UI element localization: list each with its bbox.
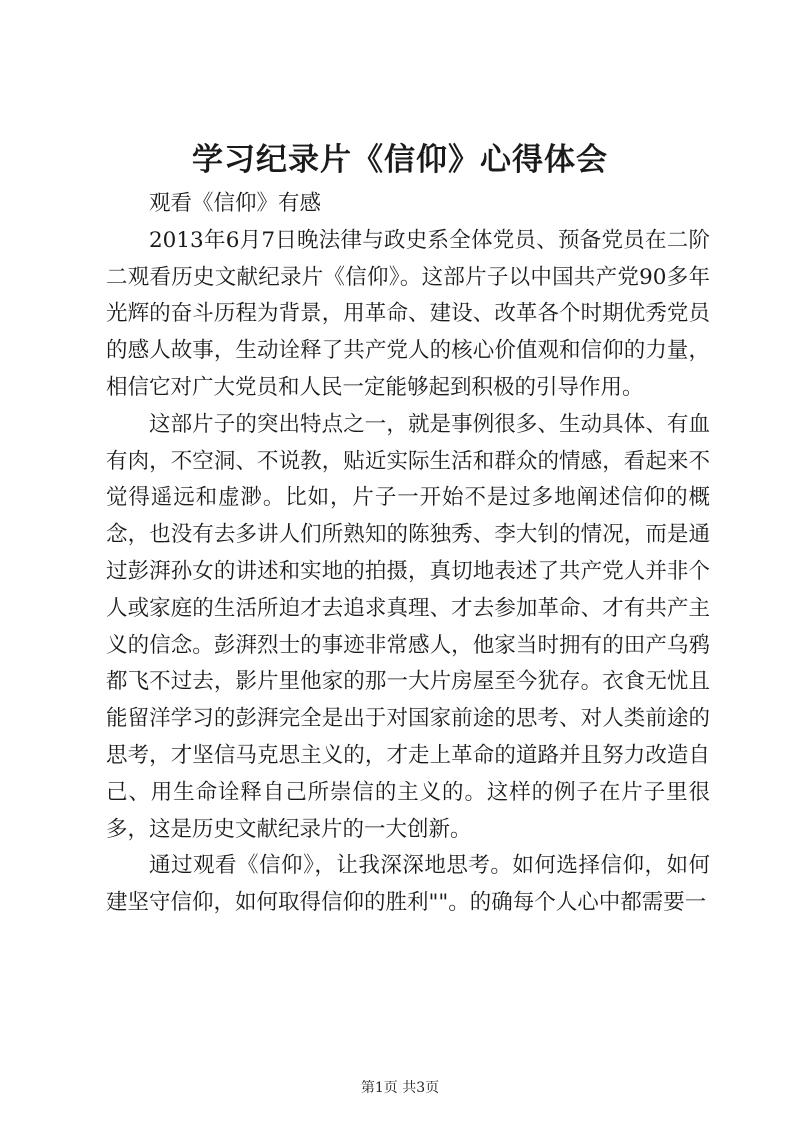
paragraph: 通过观看《信仰》，让我深深地思考。如何选择信仰，如何建坚守信仰，如何取得信仰的胜利""。的确每个人心中都需要一 bbox=[106, 853, 710, 916]
document-body bbox=[106, 186, 710, 922]
paragraph-subtitle: 观看《信仰》有感 bbox=[149, 191, 322, 216]
document-title: 学习纪录片《信仰》心得体会 bbox=[192, 142, 608, 178]
page-footer: 第1页 共3页 bbox=[360, 1080, 440, 1096]
paragraph: 2013年6月7日晚法律与政史系全体党员、预备党员在二阶二观看历史文献纪录片《信仰》。这部片子以中国共产党90多年光辉的奋斗历程为背景，用革命、建设、改革各个时期优秀党员的感人故事，生动诠释了共产党人的核心价值观和信仰的力量，相信它对广大党员和人民一定能够起到积极的引导作用。 bbox=[106, 227, 710, 400]
paragraph: 这部片子的突出特点之一，就是事例很多、生动具体、有血有肉，不空洞、不说教，贴近实际生活和群众的情感，看起来不觉得遥远和虚渺。比如，片子一开始不是过多地阐述信仰的概念，也没有去多讲人们所熟知的陈独秀、李大钊的情况，而是通过彭湃孙女的讲述和实地的拍摄，真切地表述了共产党人并非个人或家庭的生活所迫才去追求真理、才去参加革命、才有共产主义的信念。彭湃烈士的事迹非常感人，他家当时拥有的田产乌鸦都飞不过去，影片里他家的那一大片房屋至今犹存。衣食无忧且能留洋学习的彭湃完全是出于对国家前途的思考、对人类前途的思考，才坚信马克思主义的，才走上革命的道路并且努力改造自己、用生命诠释自己所崇信的主义的。这样的例子在片子里很多，这是历史文献纪录片的一大创新。 bbox=[106, 411, 710, 842]
